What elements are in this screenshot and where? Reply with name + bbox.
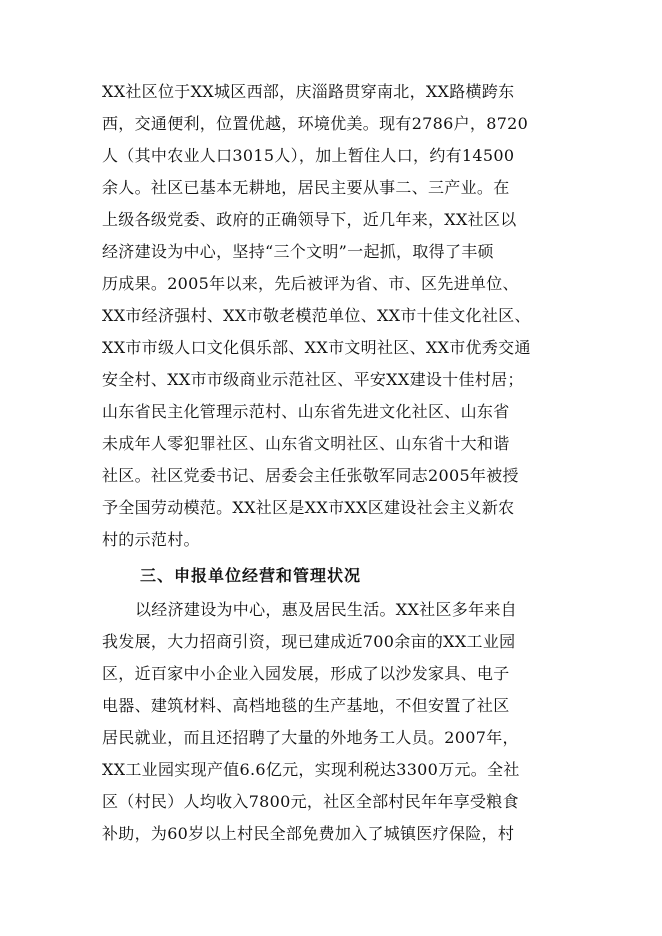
- paragraph-2-line: 以经济建设为中心，惠及居民生活。XX社区多年来自: [135, 600, 517, 619]
- paragraph-1-line: XX市市级人口文化俱乐部、XX市文明社区、XX市优秀交通: [102, 338, 531, 357]
- paragraph-1-line: 未成年人零犯罪社区、山东省文明社区、山东省十大和谐: [102, 434, 510, 453]
- section-heading: 三、申报单位经营和管理状况: [140, 566, 362, 585]
- paragraph-1-line: 山东省民主化管理示范村、山东省先进文化社区、山东省: [102, 402, 510, 421]
- paragraph-1-line: 上级各级党委、政府的正确领导下，近几年来，XX社区以: [102, 210, 517, 229]
- paragraph-1-line: 予全国劳动模范。XX社区是XX市XX区建设社会主义新农: [102, 498, 515, 517]
- paragraph-1-line: 人（其中农业人口3015人），加上暂住人口，约有14500: [102, 146, 515, 165]
- paragraph-1-line: 余人。社区已基本无耕地，居民主要从事二、三产业。在: [102, 178, 510, 197]
- paragraph-1-line: 历成果。2005年以来，先后被评为省、市、区先进单位、: [102, 274, 519, 293]
- paragraph-2-line: 居民就业，而且还招聘了大量的外地务工人员。2007年，: [102, 728, 519, 747]
- paragraph-1-line: 安全村、XX市市级商业示范社区、平安XX建设十佳村居；: [102, 370, 524, 389]
- paragraph-1-line: XX市经济强村、XX市敬老模范单位、XX市十佳文化社区、: [102, 306, 531, 325]
- paragraph-2-line: 区（村民）人均收入7800元，社区全部村民年年享受粮食: [102, 792, 519, 811]
- paragraph-2-line: XX工业园实现产值6.6亿元，实现利税达3300万元。全社: [102, 760, 520, 779]
- paragraph-1-line: 经济建设为中心，坚持“三个文明”一起抓，取得了丰硕: [102, 242, 494, 261]
- paragraph-1-line: 村的示范村。: [102, 530, 200, 549]
- paragraph-1-line: 西，交通便利，位置优越，环境优美。现有2786户，8720: [102, 114, 529, 133]
- paragraph-2-line: 电器、建筑材料、高档地毯的生产基地，不但安置了社区: [102, 696, 510, 715]
- paragraph-1-line: XX社区位于XX城区西部，庆淄路贯穿南北，XX路横跨东: [102, 82, 515, 101]
- paragraph-1-line: 社区。社区党委书记、居委会主任张敬军同志2005年被授: [102, 466, 519, 485]
- paragraph-2-line: 补助，为60岁以上村民全部免费加入了城镇医疗保险，村: [102, 824, 515, 843]
- paragraph-2-line: 区，近百家中小企业入园发展，形成了以沙发家具、电子: [102, 664, 510, 683]
- paragraph-2-line: 我发展，大力招商引资，现已建成近700余亩的XX工业园: [102, 632, 516, 651]
